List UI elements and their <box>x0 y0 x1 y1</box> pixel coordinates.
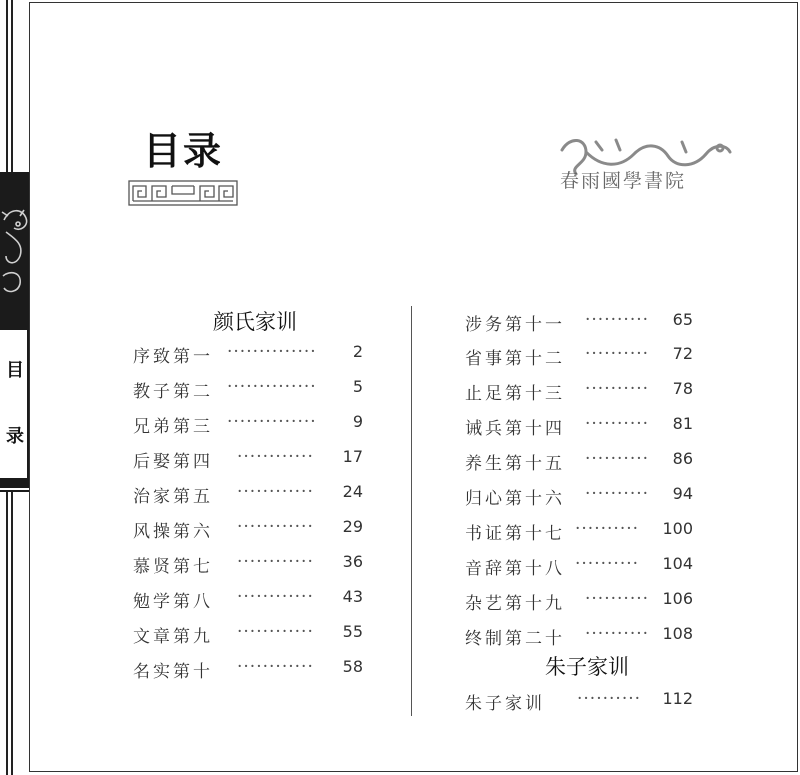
toc-entry-page: 55 <box>342 622 363 641</box>
toc-entry-name: 治家第五 <box>133 487 213 507</box>
toc-entry-name: 书证第十七 <box>465 524 565 544</box>
toc-entry-name: 序致第一 <box>133 347 213 367</box>
toc-entry[interactable] <box>465 306 695 336</box>
toc-entry-leader: ·········· <box>585 449 650 469</box>
toc-entry-name: 归心第十六 <box>465 489 565 509</box>
toc-entry-page: 17 <box>342 447 363 466</box>
publisher-name: 春雨國學書院 <box>560 170 687 192</box>
toc-entry-leader: ·········· <box>585 589 650 609</box>
toc-entry-page: 43 <box>342 587 363 606</box>
page-title: 目录 <box>143 129 224 173</box>
toc-entry-name: 省事第十二 <box>465 349 565 369</box>
toc-entry[interactable] <box>133 443 363 473</box>
toc-entry-leader: ·········· <box>577 689 642 709</box>
toc-entry[interactable] <box>133 373 363 403</box>
toc-entry[interactable] <box>465 515 695 545</box>
toc-entry[interactable] <box>133 653 363 683</box>
column-divider <box>411 306 412 716</box>
toc-entry-page: 5 <box>352 377 363 396</box>
toc-entry-page: 104 <box>662 554 693 573</box>
toc-entry[interactable] <box>133 478 363 508</box>
toc-entry-name: 终制第二十 <box>465 629 565 649</box>
toc-entry-page: 9 <box>352 412 363 431</box>
toc-entry-name: 涉务第十一 <box>465 315 565 335</box>
toc-entry[interactable] <box>133 548 363 578</box>
fret-pattern-icon <box>128 180 238 206</box>
toc-entry[interactable] <box>133 408 363 438</box>
toc-entry-name: 止足第十三 <box>465 384 565 404</box>
section-title: 朱子家训 <box>545 655 629 679</box>
toc-entry-name: 后娶第四 <box>133 452 213 472</box>
toc-entry-name: 慕贤第七 <box>133 557 213 577</box>
toc-entry[interactable] <box>465 480 695 510</box>
toc-entry-name: 养生第十五 <box>465 454 565 474</box>
toc-entry-name: 杂艺第十九 <box>465 594 565 614</box>
toc-entry[interactable] <box>465 585 695 615</box>
toc-entry-name: 诫兵第十四 <box>465 419 565 439</box>
toc-entry[interactable] <box>465 410 695 440</box>
toc-entry-page: 78 <box>672 379 693 398</box>
toc-entry-name: 音辞第十八 <box>465 559 565 579</box>
toc-entry[interactable] <box>465 375 695 405</box>
spine-bar <box>0 486 29 492</box>
toc-entry[interactable] <box>465 550 695 580</box>
toc-entry-leader: ·············· <box>227 412 317 432</box>
toc-entry-leader: ············ <box>237 587 314 607</box>
toc-entry-leader: ············ <box>237 657 314 677</box>
toc-entry-leader: ·········· <box>585 414 650 434</box>
toc-entry-name: 名实第十 <box>133 662 213 682</box>
toc-entry[interactable] <box>133 618 363 648</box>
toc-entry[interactable] <box>133 583 363 613</box>
toc-entry-page: 72 <box>672 344 693 363</box>
toc-entry[interactable] <box>133 338 363 368</box>
toc-entry-page: 100 <box>662 519 693 538</box>
book-spine <box>0 0 29 775</box>
spine-bar <box>0 316 29 320</box>
section-title: 颜氏家训 <box>213 310 297 334</box>
toc-entry-page: 108 <box>662 624 693 643</box>
toc-entry-leader: ·········· <box>585 344 650 364</box>
toc-entry-leader: ············ <box>237 482 314 502</box>
toc-entry[interactable] <box>465 445 695 475</box>
toc-entry-name: 朱子家训 <box>465 694 545 714</box>
toc-entry-leader: ············ <box>237 622 314 642</box>
toc-entry-leader: ·········· <box>575 554 640 574</box>
toc-entry-name: 兄弟第三 <box>133 417 213 437</box>
toc-entry-leader: ·········· <box>585 624 650 644</box>
spine-bar <box>0 478 29 482</box>
toc-entry[interactable] <box>133 513 363 543</box>
dragon-ornament-icon <box>0 172 29 322</box>
toc-entry-page: 29 <box>342 517 363 536</box>
toc-entry-leader: ·········· <box>585 484 650 504</box>
toc-entry-page: 112 <box>662 689 693 708</box>
toc-entry-page: 65 <box>672 310 693 329</box>
toc-entry[interactable] <box>465 620 695 650</box>
toc-entry-name: 教子第二 <box>133 382 213 402</box>
toc-entry-name: 勉学第八 <box>133 592 213 612</box>
toc-entry-page: 81 <box>672 414 693 433</box>
toc-entry[interactable] <box>465 685 695 715</box>
toc-entry-page: 24 <box>342 482 363 501</box>
toc-entry-leader: ············ <box>237 552 314 572</box>
toc-entry-page: 86 <box>672 449 693 468</box>
spine-bar <box>0 324 29 328</box>
toc-entry-name: 文章第九 <box>133 627 213 647</box>
spine-char: 目 <box>6 360 24 381</box>
toc-entry[interactable] <box>465 340 695 370</box>
toc-entry-leader: ·········· <box>585 379 650 399</box>
spine-label <box>0 330 29 480</box>
toc-entry-page: 106 <box>662 589 693 608</box>
toc-entry-name: 风操第六 <box>133 522 213 542</box>
toc-entry-leader: ·········· <box>585 310 650 330</box>
toc-entry-page: 36 <box>342 552 363 571</box>
toc-entry-page: 58 <box>342 657 363 676</box>
toc-entry-leader: ·········· <box>575 519 640 539</box>
toc-entry-leader: ·············· <box>227 342 317 362</box>
toc-entry-page: 94 <box>672 484 693 503</box>
toc-entry-leader: ············ <box>237 517 314 537</box>
spine-char: 录 <box>6 426 24 447</box>
toc-entry-page: 2 <box>352 342 363 361</box>
toc-entry-leader: ·············· <box>227 377 317 397</box>
toc-entry-leader: ············ <box>237 447 314 467</box>
